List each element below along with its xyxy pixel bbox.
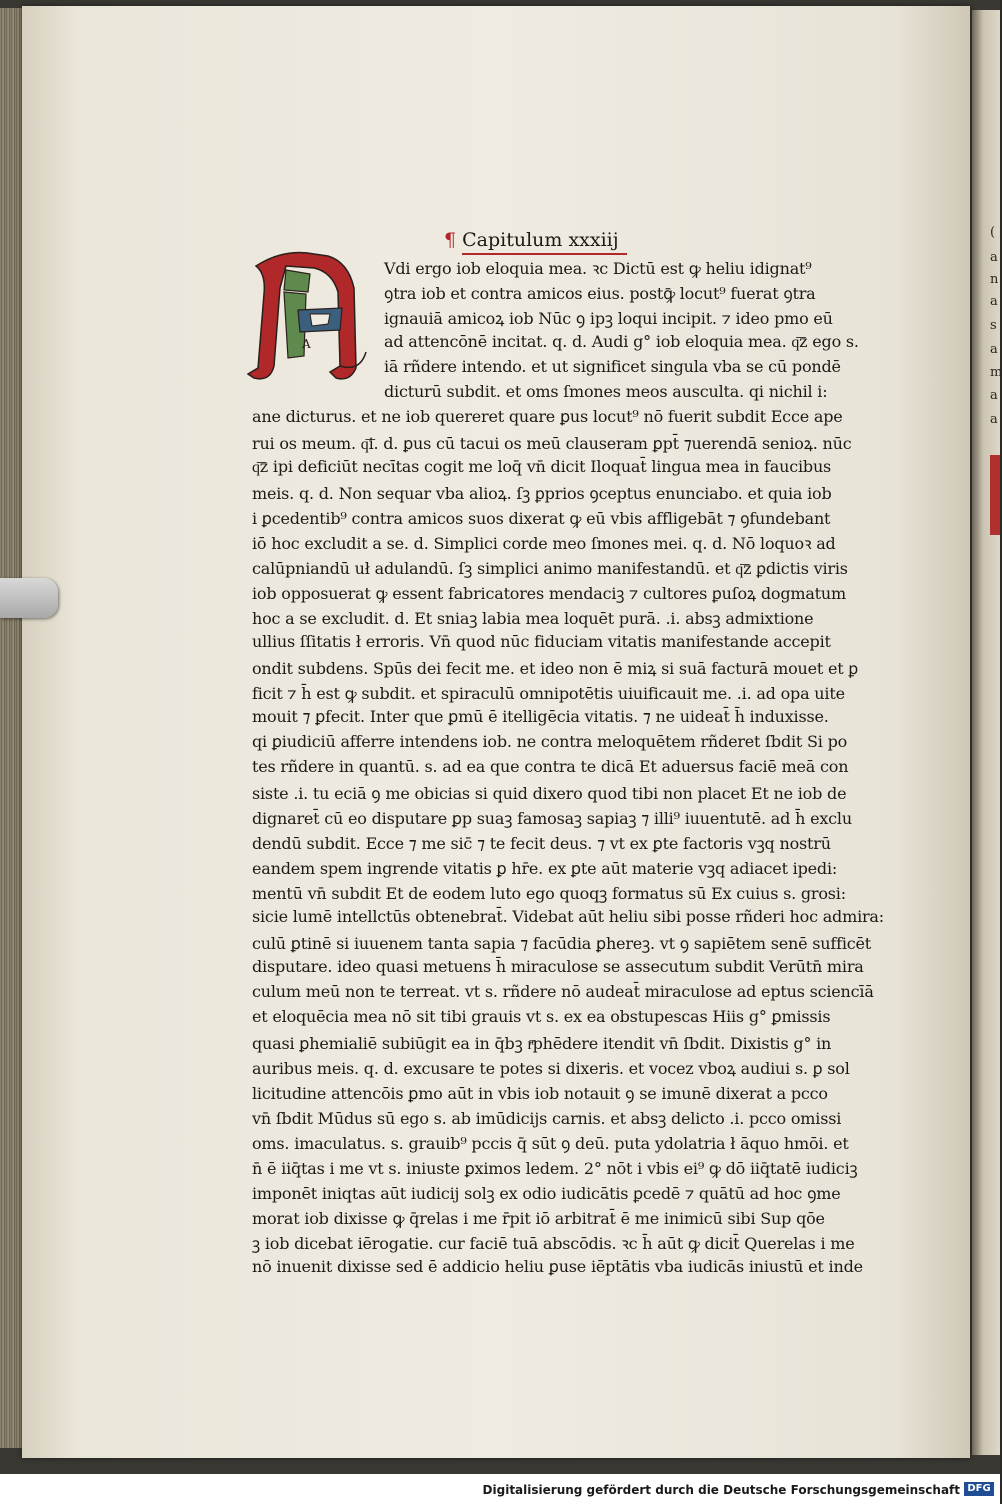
text-line: q͞z ipi deficiūt necītas cogit me loq̄ vn̄ dicit Iloquat̄ lingua mea in faucibus [252,457,832,476]
text-line: ullius ſſitatis ł erroris. Vn̄ quod nūc fiduciam vitatis manifestande accepit [252,632,831,651]
margin-fragment: ( [990,225,996,240]
text-line: culū ꝑtinē si iuuenem tanta sapia ⁊ facūdia ꝑhereꝫ. vt ꝯ sapiētem senē sufficēt [252,934,872,953]
margin-fragment: m [990,365,1002,380]
text-line: calūpniandū uł adulandū. ſꝫ simplici animo manifestandū. et q͞z ꝑdictis viris [252,559,848,578]
text-line: quasi ꝑhemialiē subiūgit ea in q̄bꝫ rͫphēdere itendit vn̄ ſbdit. Dixistis g° in [252,1034,832,1053]
text-line: Vdi ergo iob eloquia mea. ꝛc Dictū est ꝙ heliu idignat⁹ [384,259,812,278]
margin-fragment: a [990,250,998,265]
text-line: iō hoc excludit a se. d. Simplici corde meo ſmones mei. q. d. Nō loquoꝛ ad [252,534,836,553]
margin-fragment: a [990,342,998,357]
facing-page-edge [972,10,1000,1455]
text-line: auribus meis. q. d. excusare te potes si dixeris. et vocez vboꝝ audiui s. ꝑ sol [252,1059,850,1078]
dfg-logo: DFG [964,1482,994,1496]
facing-page-rubric [990,455,1000,535]
text-line: oms. imaculatus. s. grauib⁹ pccis q̄ sūt ꝯ deū. puta ydolatria ł āquo hmōi. et [252,1134,849,1153]
digitization-footer [0,1474,1000,1504]
text-line: dignaret̄ cū eo disputare ꝑp suaꝫ famosaꝫ sapiaꝫ ⁊ illi⁹ iuuentutē. ad h̄ exclu [252,809,852,828]
chapter-title: Capitulum xxxiij [462,229,619,251]
text-line: ignauiā amicoꝝ iob Nūc ꝯ ipꝫ loqui incipit. ⁊ ideo pmo eū [384,309,833,328]
text-line: eandem spem ingrende vitatis ꝑ hr̄e. ex ꝑte aūt materie vꝫq adiacet ipedi: [252,859,838,878]
text-line: meis. q. d. Non sequar vba alioꝝ. ſꝫ ꝑprios ꝯceptus enunciabo. et quia iob [252,484,832,503]
text-line: iob opposuerat ꝙ essent fabricatores mendaciꝫ ⁊ cultores ꝑuſoꝝ dogmatum [252,584,846,603]
text-line: ondit subdens. Spūs dei fecit me. et ideo non ē miꝝ si suā facturā mouet et ꝑ [252,659,859,678]
text-line: ficit ⁊ h̄ est ꝙ subdit. et spiraculū omnipotētis uiuificauit me. .i. ad opa uite [252,684,845,703]
margin-fragment: a [990,294,998,309]
text-line: dicturū subdit. et oms ſmones meos ausculta. qi nichil i: [384,382,828,401]
text-line: n̄ ē iiq̄tas i me vt s. iniuste ꝑximos ledem. 2° nōt i vbis ei⁹ ꝙ dō iiq̄tatē iudiciꝫ [252,1159,858,1178]
text-line: disputare. ideo quasi metuens h̄ miraculose se assecutum subdit Verūtn̄ mira [252,957,864,976]
text-line: ane dicturus. et ne iob quereret quare ꝑus locut⁹ nō fuerit subdit Ecce ape [252,407,843,426]
digitization-credit: Digitalisierung gefördert durch die Deutsche Forschungsgemeinschaft [482,1483,960,1497]
heading-underline [462,253,627,255]
initial-letter: A [302,337,311,351]
text-line: sicie lumē intellctūs obtenebrat̄. Videbat aūt heliu sibi posse rñderi hoc admira: [252,907,884,926]
text-line: nō inuenit dixisse sed ē addicio heliu ꝑuse iēptātis vba iudicās iniustū et inde [252,1257,863,1276]
text-line: ad attencōnē incitat. q. d. Audi g° iob eloquia mea. q͞z ego s. [384,332,859,351]
text-line: hoc a se excludit. d. Et sniaꝫ labia mea loquēt purā. .i. absꝫ admixtione [252,609,814,628]
text-line: rui os meum. q͞i. d. ꝑus cū tacui os meū clauseram ꝑpt̄ ⁊uerendā senioꝝ. nūc [252,434,852,453]
text-line: ꝫ iob dicebat iērogatie. cur faciē tuā abscōdis. ꝛc h̄ aūt ꝙ dicit̄ Querelas i me [252,1234,855,1253]
page-clip [0,578,58,618]
text-line: dendū subdit. Ecce ⁊ me sic̄ ⁊ te fecit deus. ⁊ vt ex ꝑte factoris vꝫq nostrū [252,834,831,853]
text-line: tes rñdere in quantū. s. ad ea que contra te dicā Et aduersus faciē meā con [252,757,849,776]
text-line: mentū vn̄ subdit Et de eodem luto ego quoqꝫ formatus sū Ex cuius s. grosi: [252,884,846,903]
text-line: qi ꝑiudiciū afferre intendens iob. ne contra meloquētem rñderet ſbdit Si po [252,732,848,751]
text-line: iā rñdere intendo. et ut significet singula vba se cū pondē [384,357,841,376]
margin-fragment: n [990,272,999,287]
text-line: culum meū non te terreat. vt s. rñdere nō audeat̄ miraculose ad eptus sciencīā [252,982,874,1001]
margin-fragment: a [990,412,998,427]
text-line: siste .i. tu eciā ꝯ me obicias si quid dixero quod tibi non placet Et ne iob de [252,784,847,803]
chapter-heading [444,229,684,251]
paragraph-mark: ¶ [444,229,457,251]
margin-fragment: a [990,388,998,403]
text-line: imponēt iniqtas aūt iudicij solꝫ ex odio iudicātis ꝑcedē ⁊ quātū ad hoc ꝯme [252,1184,841,1203]
text-line: i ꝑcedentib⁹ contra amicos suos dixerat ꝙ eū vbis affligebāt ⁊ ꝯfundebant [252,509,831,528]
illuminated-initial [244,248,372,386]
text-line: licitudine attencōis ꝑmo aūt in vbis iob notauit ꝯ se imunē dixerat a pcco [252,1084,828,1103]
text-line: et eloquēcia mea nō sit tibi grauis vt s. ex ea obstupescas Hiis g° ꝑmissis [252,1007,831,1026]
text-line: vn̄ ſbdit Mūdus sū ego s. ab imūdicijs carnis. et absꝫ delicto .i. pcco omissi [252,1109,842,1128]
text-line: morat iob dixisse ꝙ q̄relas i me r̄pit iō arbitrat̄ ē me inimicū sibi Sup qōe [252,1209,825,1228]
text-line: mouit ⁊ ꝑfecit. Inter que ꝑmū ē itelligēcia vitatis. ⁊ ne uideat̄ h̄ induxisse. [252,707,829,726]
text-line: ꝯtra iob et contra amicos eius. postꝙ̄ locut⁹ fuerat ꝯtra [384,284,816,303]
margin-fragment: s [990,318,997,333]
